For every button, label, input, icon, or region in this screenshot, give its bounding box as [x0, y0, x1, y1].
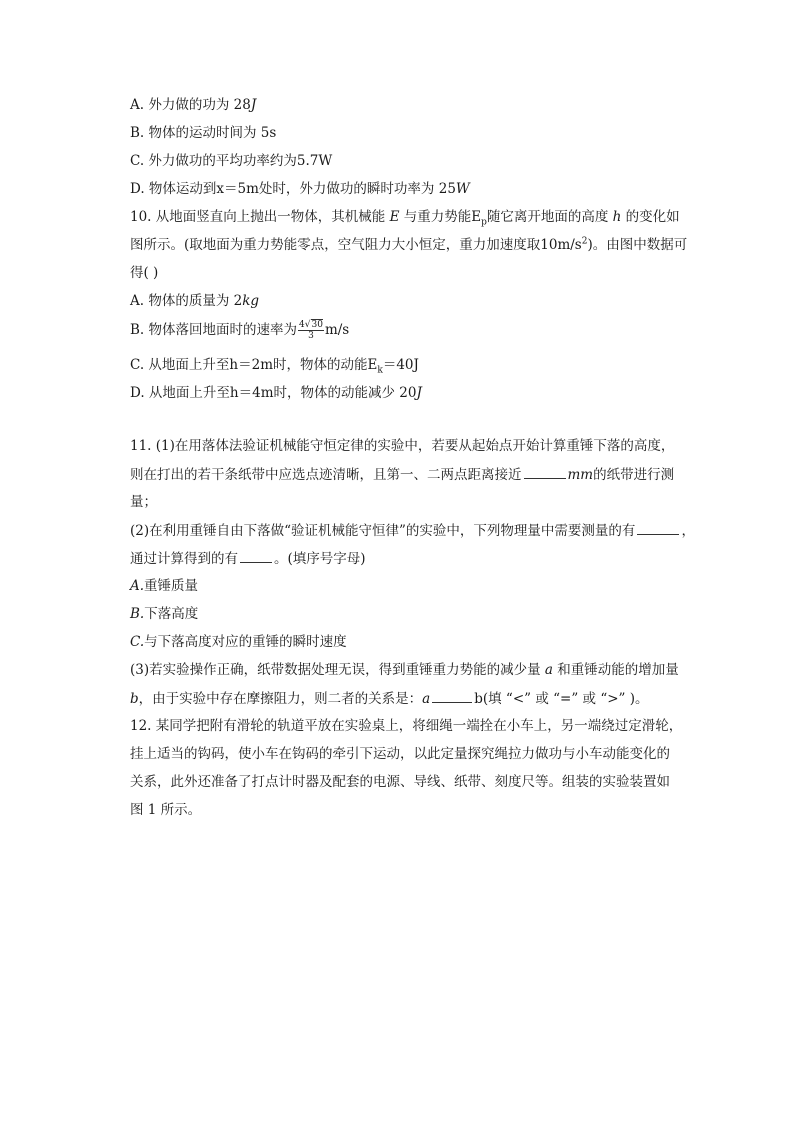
q11-part2-line2	[130, 549, 366, 568]
q11-option-a-text: 重锤质量	[144, 578, 199, 594]
q11-option-a	[130, 577, 198, 595]
q10-option-a-unit: kg	[242, 293, 260, 309]
q10-option-a	[130, 292, 259, 310]
q11-option-c	[130, 633, 347, 651]
q11-text: ，由于实验中存在摩擦阻力，则二者的关系是：	[138, 691, 423, 707]
q11-text: (2)在利用重锤自由下落做“验证机械能守恒律”的实验中，下列物理量中需要测量的有	[130, 523, 636, 539]
q10-option-d	[130, 384, 422, 402]
q10-option-b-fraction: $\frac{4√30}{3}$	[299, 320, 323, 341]
q10-stem-text: 图所示。(取地面为重力势能零点，空气阻力大小恒定，重力加速度取10m/s	[130, 237, 582, 253]
q11-option-b-text: 下落高度	[144, 606, 199, 622]
q10-option-a-text: A. 物体的质量为 2	[130, 293, 243, 309]
q11-var-a: a	[422, 691, 431, 707]
q11-text: 则在打出的若干条纸带中应选点迹清晰，且第一、二两点距离接近	[130, 467, 522, 483]
q11-unit-mm: mm	[567, 467, 594, 483]
q9-option-a-unit: J	[250, 97, 257, 113]
q11-text: b(填 “<” 或 “=” 或 “>” )。	[474, 691, 649, 707]
q11-blank-3[interactable]	[240, 549, 272, 563]
q9-option-a	[130, 96, 256, 114]
q10-option-b-unit: m/s	[324, 322, 350, 338]
q10-stem-text: )。由图中数据可	[587, 237, 688, 253]
q10-stem-line2	[130, 236, 687, 254]
q12-line2: 挂上适当的钩码，使小车在钩码的牵引下运动，以此定量探究绳拉力做功与小车动能变化的	[130, 746, 670, 762]
q11-option-c-letter: C.	[130, 634, 145, 650]
q11-text: ，	[681, 523, 695, 539]
q12-line4: 图 1 所示。	[130, 802, 202, 818]
q11-text: 通过计算得到的有	[130, 551, 238, 567]
q11-option-b-letter: B.	[130, 606, 145, 622]
q10-var-h: h	[612, 209, 622, 225]
q11-var-b: b	[130, 691, 139, 707]
q10-stem-text: 随它离开地面的高度	[486, 209, 613, 225]
q12-line1: 12. 某同学把附有滑轮的轨道平放在实验桌上，将细绳一端拴在小车上，另一端绕过定滑轮，	[130, 718, 683, 734]
q11-text: (3)若实验操作正确，纸带数据处理无误，得到重锤重力势能的减少量	[130, 662, 545, 678]
q11-blank-4[interactable]	[432, 689, 472, 703]
q10-option-b-text: B. 物体落回地面时的速率为	[130, 322, 298, 338]
q10-sub-k: k	[377, 365, 383, 376]
q11-text: 和重锤动能的增加量	[552, 662, 679, 678]
q12-line3: 关系，此外还准备了打点计时器及配套的电源、导线、纸带、刻度尺等。组装的实验装置如	[130, 774, 670, 790]
q10-option-b	[130, 320, 349, 341]
q9-option-d	[130, 180, 470, 198]
q9-option-c: C. 外力做功的平均功率约为5.7W	[130, 153, 333, 169]
q9-option-a-text: A. 外力做的功为	[130, 97, 234, 113]
q11-text: 。(填序号字母)	[274, 551, 366, 567]
q10-var-e: E	[389, 209, 400, 225]
q10-stem-text: 与重力势能E	[399, 209, 482, 225]
q10-stem-text: 的变化如	[621, 209, 680, 225]
q11-var-a: a	[544, 662, 553, 678]
q9-option-d-value: 25	[438, 181, 456, 197]
q10-option-c	[130, 356, 419, 374]
q11-blank-1[interactable]	[524, 465, 566, 479]
q9-option-d-text: D. 物体运动到x＝5m处时，外力做功的瞬时功率为	[130, 181, 439, 197]
q11-part3-line1	[130, 661, 679, 679]
q11-option-c-text: 与下落高度对应的重锤的瞬时速度	[144, 634, 347, 650]
q11-text: 的纸带进行测	[593, 467, 675, 483]
q11-option-b	[130, 605, 198, 623]
q11-blank-2[interactable]	[637, 521, 679, 535]
q11-option-a-letter: A.	[130, 578, 145, 594]
q9-option-d-unit: W	[455, 181, 470, 197]
q11-part1-line3: 量；	[130, 494, 157, 510]
q11-part3-line2	[130, 689, 649, 708]
q10-stem-line1	[130, 208, 680, 226]
q11-part1-line1: 11. (1)在用落体法验证机械能守恒定律的实验中，若要从起始点开始计算重锤下落的高度，	[130, 438, 675, 454]
q10-option-d-text: D. 从地面上升至h＝4m时，物体的动能减少 20	[130, 385, 417, 401]
q10-option-d-unit: J	[416, 385, 422, 401]
q10-option-c-text: C. 从地面上升至h＝2m时，物体的动能E	[130, 357, 378, 373]
q9-option-b: B. 物体的运动时间为 5s	[130, 125, 277, 141]
q10-stem-line3: 得( )	[130, 265, 159, 281]
q10-sub-p: p	[481, 217, 487, 228]
q10-option-c-text: ＝40J	[382, 357, 419, 373]
q11-part1-line2	[130, 465, 674, 484]
q10-stem-text: 10. 从地面竖直向上抛出一物体，其机械能	[130, 209, 390, 225]
q11-part2-line1	[130, 521, 695, 540]
q10-sup-2: 2	[581, 236, 588, 247]
q9-option-a-value: 28	[233, 97, 251, 113]
